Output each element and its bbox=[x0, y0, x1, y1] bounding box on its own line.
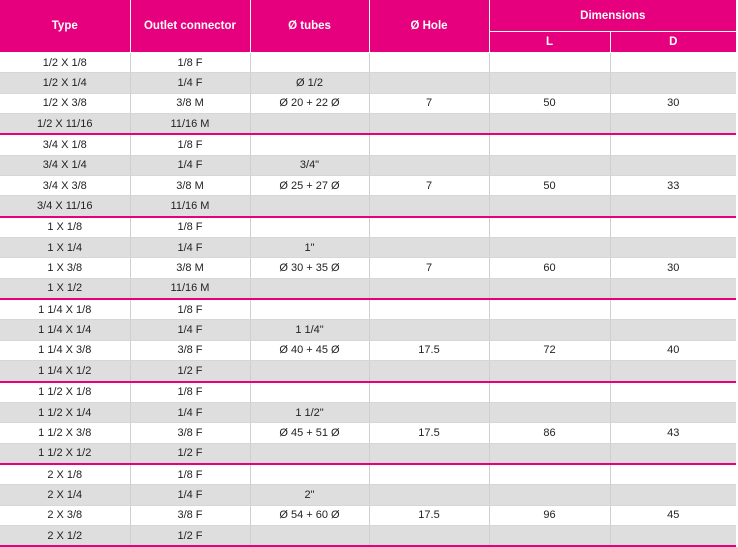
cell-hole-diameter bbox=[369, 73, 489, 93]
cell-dimension-l bbox=[489, 361, 610, 382]
cell-hole-diameter bbox=[369, 155, 489, 175]
cell-type: 1/2 X 11/16 bbox=[0, 114, 130, 135]
cell-dimension-d: 33 bbox=[610, 176, 736, 196]
table-row bbox=[0, 361, 736, 382]
cell-hole-diameter bbox=[369, 53, 489, 73]
cell-dimension-d bbox=[610, 361, 736, 382]
cell-dimension-l bbox=[489, 485, 610, 505]
cell-dimension-l: 72 bbox=[489, 340, 610, 360]
table-row bbox=[0, 320, 736, 340]
cell-tubes-diameter: 1 1/4" bbox=[250, 320, 369, 340]
cell-outlet-connector: 3/8 F bbox=[130, 505, 250, 525]
cell-dimension-d bbox=[610, 443, 736, 464]
cell-tubes-diameter: Ø 20 + 22 Ø bbox=[250, 93, 369, 113]
table-body bbox=[0, 53, 736, 547]
cell-dimension-l bbox=[489, 53, 610, 73]
cell-outlet-connector: 1/2 F bbox=[130, 443, 250, 464]
table-row bbox=[0, 443, 736, 464]
cell-tubes-diameter: Ø 54 + 60 Ø bbox=[250, 505, 369, 525]
cell-dimension-d bbox=[610, 134, 736, 155]
cell-hole-diameter: 7 bbox=[369, 93, 489, 113]
cell-tubes-diameter: Ø 1/2 bbox=[250, 73, 369, 93]
cell-outlet-connector: 11/16 M bbox=[130, 196, 250, 217]
cell-hole-diameter bbox=[369, 382, 489, 403]
cell-outlet-connector: 1/8 F bbox=[130, 217, 250, 238]
cell-tubes-diameter bbox=[250, 464, 369, 485]
cell-tubes-diameter bbox=[250, 196, 369, 217]
cell-type: 1/2 X 3/8 bbox=[0, 93, 130, 113]
cell-hole-diameter bbox=[369, 525, 489, 546]
table-row bbox=[0, 217, 736, 238]
cell-dimension-l bbox=[489, 464, 610, 485]
cell-hole-diameter: 7 bbox=[369, 258, 489, 278]
cell-dimension-l: 50 bbox=[489, 176, 610, 196]
cell-dimension-d bbox=[610, 73, 736, 93]
cell-tubes-diameter bbox=[250, 525, 369, 546]
cell-type: 2 X 3/8 bbox=[0, 505, 130, 525]
cell-hole-diameter: 17.5 bbox=[369, 505, 489, 525]
cell-dimension-l bbox=[489, 114, 610, 135]
cell-dimension-l bbox=[489, 525, 610, 546]
cell-tubes-diameter bbox=[250, 114, 369, 135]
cell-outlet-connector: 1/4 F bbox=[130, 238, 250, 258]
cell-outlet-connector: 1/8 F bbox=[130, 382, 250, 403]
cell-tubes-diameter bbox=[250, 299, 369, 320]
cell-dimension-d bbox=[610, 53, 736, 73]
table-row bbox=[0, 93, 736, 113]
cell-dimension-l bbox=[489, 320, 610, 340]
cell-outlet-connector: 3/8 M bbox=[130, 176, 250, 196]
cell-outlet-connector: 1/8 F bbox=[130, 464, 250, 485]
cell-hole-diameter bbox=[369, 114, 489, 135]
cell-dimension-d: 40 bbox=[610, 340, 736, 360]
cell-outlet-connector: 3/8 F bbox=[130, 340, 250, 360]
cell-hole-diameter: 7 bbox=[369, 176, 489, 196]
cell-dimension-l: 86 bbox=[489, 423, 610, 443]
cell-dimension-d bbox=[610, 278, 736, 299]
cell-tubes-diameter bbox=[250, 53, 369, 73]
cell-dimension-l bbox=[489, 155, 610, 175]
table-row bbox=[0, 238, 736, 258]
cell-outlet-connector: 11/16 M bbox=[130, 114, 250, 135]
cell-outlet-connector: 1/4 F bbox=[130, 320, 250, 340]
table-row bbox=[0, 258, 736, 278]
cell-tubes-diameter: 2" bbox=[250, 485, 369, 505]
table-row bbox=[0, 73, 736, 93]
cell-type: 2 X 1/4 bbox=[0, 485, 130, 505]
cell-dimension-d: 30 bbox=[610, 258, 736, 278]
cell-outlet-connector: 3/8 F bbox=[130, 423, 250, 443]
cell-type: 3/4 X 1/8 bbox=[0, 134, 130, 155]
cell-tubes-diameter: 1" bbox=[250, 238, 369, 258]
cell-hole-diameter bbox=[369, 278, 489, 299]
table-row bbox=[0, 464, 736, 485]
cell-dimension-d: 43 bbox=[610, 423, 736, 443]
cell-type: 1 1/4 X 1/8 bbox=[0, 299, 130, 320]
header-dimension-d: D bbox=[610, 32, 736, 53]
table-row bbox=[0, 340, 736, 360]
table-row bbox=[0, 485, 736, 505]
cell-dimension-l bbox=[489, 238, 610, 258]
cell-tubes-diameter bbox=[250, 278, 369, 299]
cell-hole-diameter bbox=[369, 464, 489, 485]
cell-dimension-l: 60 bbox=[489, 258, 610, 278]
cell-dimension-l bbox=[489, 382, 610, 403]
table-row bbox=[0, 114, 736, 135]
cell-dimension-d: 30 bbox=[610, 93, 736, 113]
header-dimension-l: L bbox=[489, 32, 610, 53]
cell-dimension-d bbox=[610, 299, 736, 320]
cell-type: 3/4 X 11/16 bbox=[0, 196, 130, 217]
cell-outlet-connector: 3/8 M bbox=[130, 258, 250, 278]
cell-type: 3/4 X 1/4 bbox=[0, 155, 130, 175]
cell-dimension-l bbox=[489, 402, 610, 422]
table-row bbox=[0, 53, 736, 73]
cell-outlet-connector: 1/4 F bbox=[130, 73, 250, 93]
cell-hole-diameter bbox=[369, 196, 489, 217]
header-dimensions: Dimensions bbox=[489, 0, 736, 32]
cell-dimension-d bbox=[610, 320, 736, 340]
cell-outlet-connector: 11/16 M bbox=[130, 278, 250, 299]
cell-hole-diameter bbox=[369, 320, 489, 340]
cell-hole-diameter bbox=[369, 299, 489, 320]
cell-outlet-connector: 1/8 F bbox=[130, 53, 250, 73]
cell-tubes-diameter: Ø 40 + 45 Ø bbox=[250, 340, 369, 360]
cell-tubes-diameter bbox=[250, 217, 369, 238]
cell-tubes-diameter bbox=[250, 443, 369, 464]
header-outlet-connector: Outlet connector bbox=[130, 0, 250, 53]
cell-outlet-connector: 3/8 M bbox=[130, 93, 250, 113]
cell-tubes-diameter bbox=[250, 134, 369, 155]
table-row bbox=[0, 525, 736, 546]
cell-hole-diameter bbox=[369, 217, 489, 238]
table-row bbox=[0, 134, 736, 155]
cell-hole-diameter: 17.5 bbox=[369, 423, 489, 443]
cell-type: 1 1/2 X 3/8 bbox=[0, 423, 130, 443]
cell-hole-diameter bbox=[369, 134, 489, 155]
cell-dimension-l: 96 bbox=[489, 505, 610, 525]
cell-type: 1 1/2 X 1/2 bbox=[0, 443, 130, 464]
cell-dimension-l bbox=[489, 73, 610, 93]
cell-hole-diameter bbox=[369, 361, 489, 382]
header-type: Type bbox=[0, 0, 130, 53]
cell-dimension-l bbox=[489, 299, 610, 320]
cell-hole-diameter bbox=[369, 402, 489, 422]
cell-tubes-diameter: Ø 30 + 35 Ø bbox=[250, 258, 369, 278]
header-tubes-diameter: Ø tubes bbox=[250, 0, 369, 53]
cell-outlet-connector: 1/4 F bbox=[130, 402, 250, 422]
cell-dimension-l: 50 bbox=[489, 93, 610, 113]
cell-outlet-connector: 1/8 F bbox=[130, 134, 250, 155]
table-row bbox=[0, 196, 736, 217]
cell-dimension-l bbox=[489, 134, 610, 155]
cell-tubes-diameter: Ø 25 + 27 Ø bbox=[250, 176, 369, 196]
cell-hole-diameter bbox=[369, 238, 489, 258]
cell-tubes-diameter bbox=[250, 361, 369, 382]
cell-dimension-d bbox=[610, 114, 736, 135]
cell-type: 1 1/2 X 1/4 bbox=[0, 402, 130, 422]
cell-outlet-connector: 1/2 F bbox=[130, 525, 250, 546]
cell-outlet-connector: 1/4 F bbox=[130, 485, 250, 505]
cell-type: 2 X 1/2 bbox=[0, 525, 130, 546]
cell-type: 1 1/2 X 1/8 bbox=[0, 382, 130, 403]
cell-dimension-d bbox=[610, 238, 736, 258]
cell-dimension-d: 45 bbox=[610, 505, 736, 525]
cell-tubes-diameter bbox=[250, 382, 369, 403]
cell-dimension-l bbox=[489, 217, 610, 238]
cell-tubes-diameter: 1 1/2" bbox=[250, 402, 369, 422]
table-row bbox=[0, 155, 736, 175]
cell-tubes-diameter: 3/4" bbox=[250, 155, 369, 175]
cell-type: 1 1/4 X 1/2 bbox=[0, 361, 130, 382]
cell-tubes-diameter: Ø 45 + 51 Ø bbox=[250, 423, 369, 443]
cell-dimension-d bbox=[610, 382, 736, 403]
cell-type: 2 X 1/8 bbox=[0, 464, 130, 485]
cell-type: 1/2 X 1/8 bbox=[0, 53, 130, 73]
cell-outlet-connector: 1/2 F bbox=[130, 361, 250, 382]
cell-dimension-d bbox=[610, 525, 736, 546]
cell-dimension-l bbox=[489, 278, 610, 299]
table-row bbox=[0, 402, 736, 422]
table-row bbox=[0, 423, 736, 443]
header-hole-diameter: Ø Hole bbox=[369, 0, 489, 53]
cell-type: 1 X 1/8 bbox=[0, 217, 130, 238]
cell-type: 1 X 1/2 bbox=[0, 278, 130, 299]
cell-dimension-d bbox=[610, 217, 736, 238]
cell-outlet-connector: 1/4 F bbox=[130, 155, 250, 175]
cell-type: 3/4 X 3/8 bbox=[0, 176, 130, 196]
table-row bbox=[0, 505, 736, 525]
cell-type: 1/2 X 1/4 bbox=[0, 73, 130, 93]
table-row bbox=[0, 299, 736, 320]
cell-type: 1 X 1/4 bbox=[0, 238, 130, 258]
table-row bbox=[0, 382, 736, 403]
cell-dimension-d bbox=[610, 464, 736, 485]
table-row bbox=[0, 176, 736, 196]
cell-dimension-d bbox=[610, 402, 736, 422]
cell-dimension-d bbox=[610, 485, 736, 505]
cell-type: 1 X 3/8 bbox=[0, 258, 130, 278]
cell-dimension-d bbox=[610, 155, 736, 175]
cell-type: 1 1/4 X 1/4 bbox=[0, 320, 130, 340]
table-row bbox=[0, 278, 736, 299]
table-header bbox=[0, 0, 736, 53]
cell-dimension-l bbox=[489, 443, 610, 464]
cell-dimension-l bbox=[489, 196, 610, 217]
cell-type: 1 1/4 X 3/8 bbox=[0, 340, 130, 360]
cell-dimension-d bbox=[610, 196, 736, 217]
cell-hole-diameter: 17.5 bbox=[369, 340, 489, 360]
cell-hole-diameter bbox=[369, 485, 489, 505]
cell-outlet-connector: 1/8 F bbox=[130, 299, 250, 320]
cell-hole-diameter bbox=[369, 443, 489, 464]
